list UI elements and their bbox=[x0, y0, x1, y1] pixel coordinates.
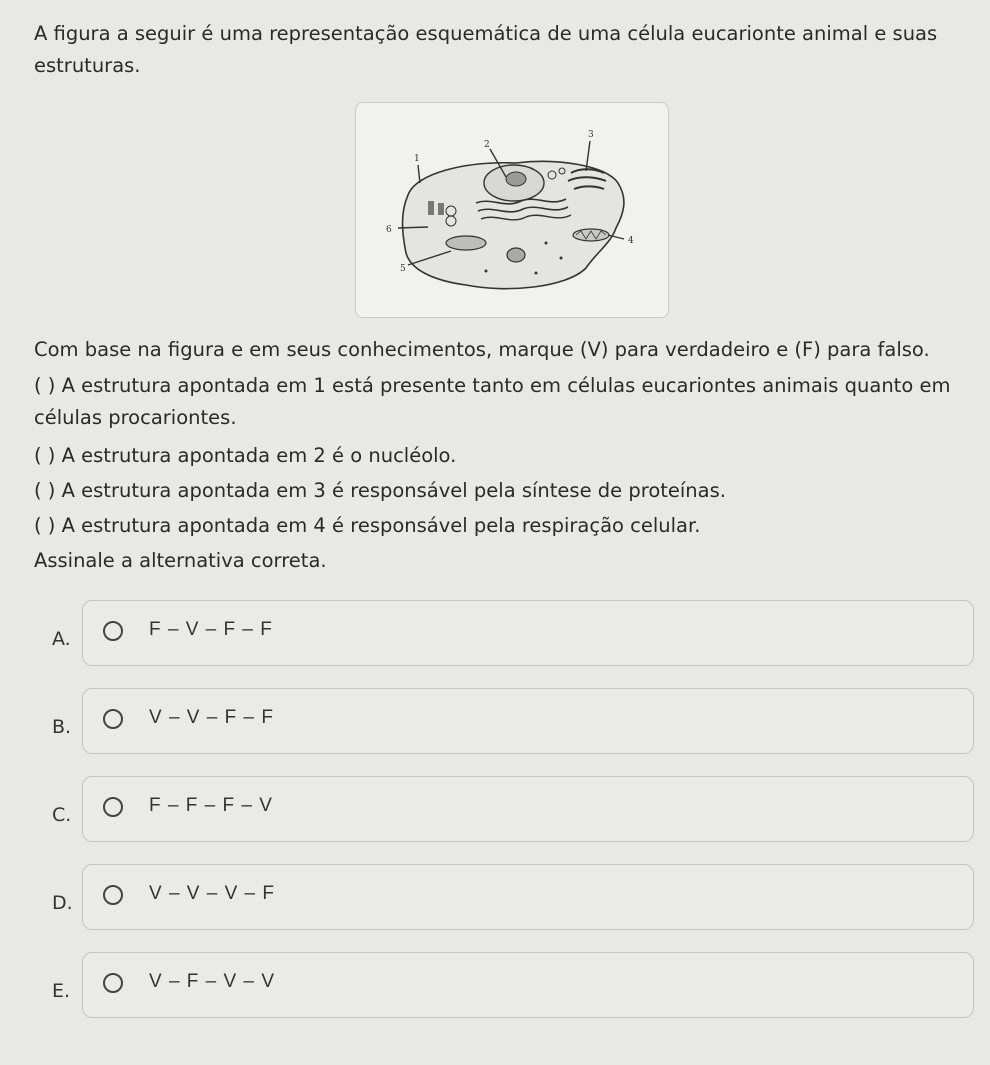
option-b-letter: B. bbox=[52, 716, 72, 738]
label-1: 1 bbox=[414, 154, 420, 164]
statement-2: ( ) A estrutura apontada em 2 é o nucléolo. bbox=[34, 444, 457, 467]
statement-3: ( ) A estrutura apontada em 3 é responsável pela síntese de proteínas. bbox=[34, 479, 726, 502]
pointer-6 bbox=[398, 227, 428, 228]
label-2: 2 bbox=[484, 140, 490, 150]
label-3: 3 bbox=[588, 130, 594, 140]
option-a-text: F – V – F – F bbox=[149, 619, 273, 640]
radio-icon[interactable] bbox=[103, 621, 123, 641]
option-c-letter: C. bbox=[52, 804, 72, 826]
option-c[interactable] bbox=[82, 776, 974, 842]
prompt: Assinale a alternativa correta. bbox=[34, 549, 327, 572]
radio-icon[interactable] bbox=[103, 973, 123, 993]
option-d-text: V – V – V – F bbox=[149, 883, 275, 904]
centriole bbox=[428, 201, 434, 215]
option-e-letter: E. bbox=[52, 980, 71, 1002]
nucleolus bbox=[506, 172, 526, 186]
statement-4: ( ) A estrutura apontada em 4 é responsável pela respiração celular. bbox=[34, 514, 701, 537]
radio-icon[interactable] bbox=[103, 797, 123, 817]
radio-icon[interactable] bbox=[103, 709, 123, 729]
statement-1: ( ) A estrutura apontada em 1 está presente tanto em células eucariontes animais quanto em células procariontes. bbox=[34, 374, 951, 429]
lysosome bbox=[507, 248, 525, 262]
option-d[interactable] bbox=[82, 864, 974, 930]
radio-icon[interactable] bbox=[103, 885, 123, 905]
option-e-text: V – F – V – V bbox=[149, 971, 275, 992]
animal-cell-diagram bbox=[356, 103, 668, 317]
cell-figure bbox=[355, 102, 669, 318]
label-5: 5 bbox=[400, 264, 406, 274]
option-a[interactable] bbox=[82, 600, 974, 666]
label-6: 6 bbox=[386, 225, 392, 235]
option-e[interactable] bbox=[82, 952, 974, 1018]
option-b-text: V – V – F – F bbox=[149, 707, 274, 728]
pointer-1 bbox=[418, 165, 420, 183]
instruction: Com base na figura e em seus conhecimentos, marque (V) para verdadeiro e (F) para falso. bbox=[34, 338, 930, 361]
label-4: 4 bbox=[628, 236, 634, 246]
option-a-letter: A. bbox=[52, 628, 71, 650]
option-d-letter: D. bbox=[52, 892, 73, 914]
option-c-text: F – F – F – V bbox=[149, 795, 273, 816]
option-b[interactable] bbox=[82, 688, 974, 754]
question-intro: A figura a seguir é uma representação esquemática de uma célula eucarionte animal e suas estruturas. bbox=[34, 22, 938, 77]
